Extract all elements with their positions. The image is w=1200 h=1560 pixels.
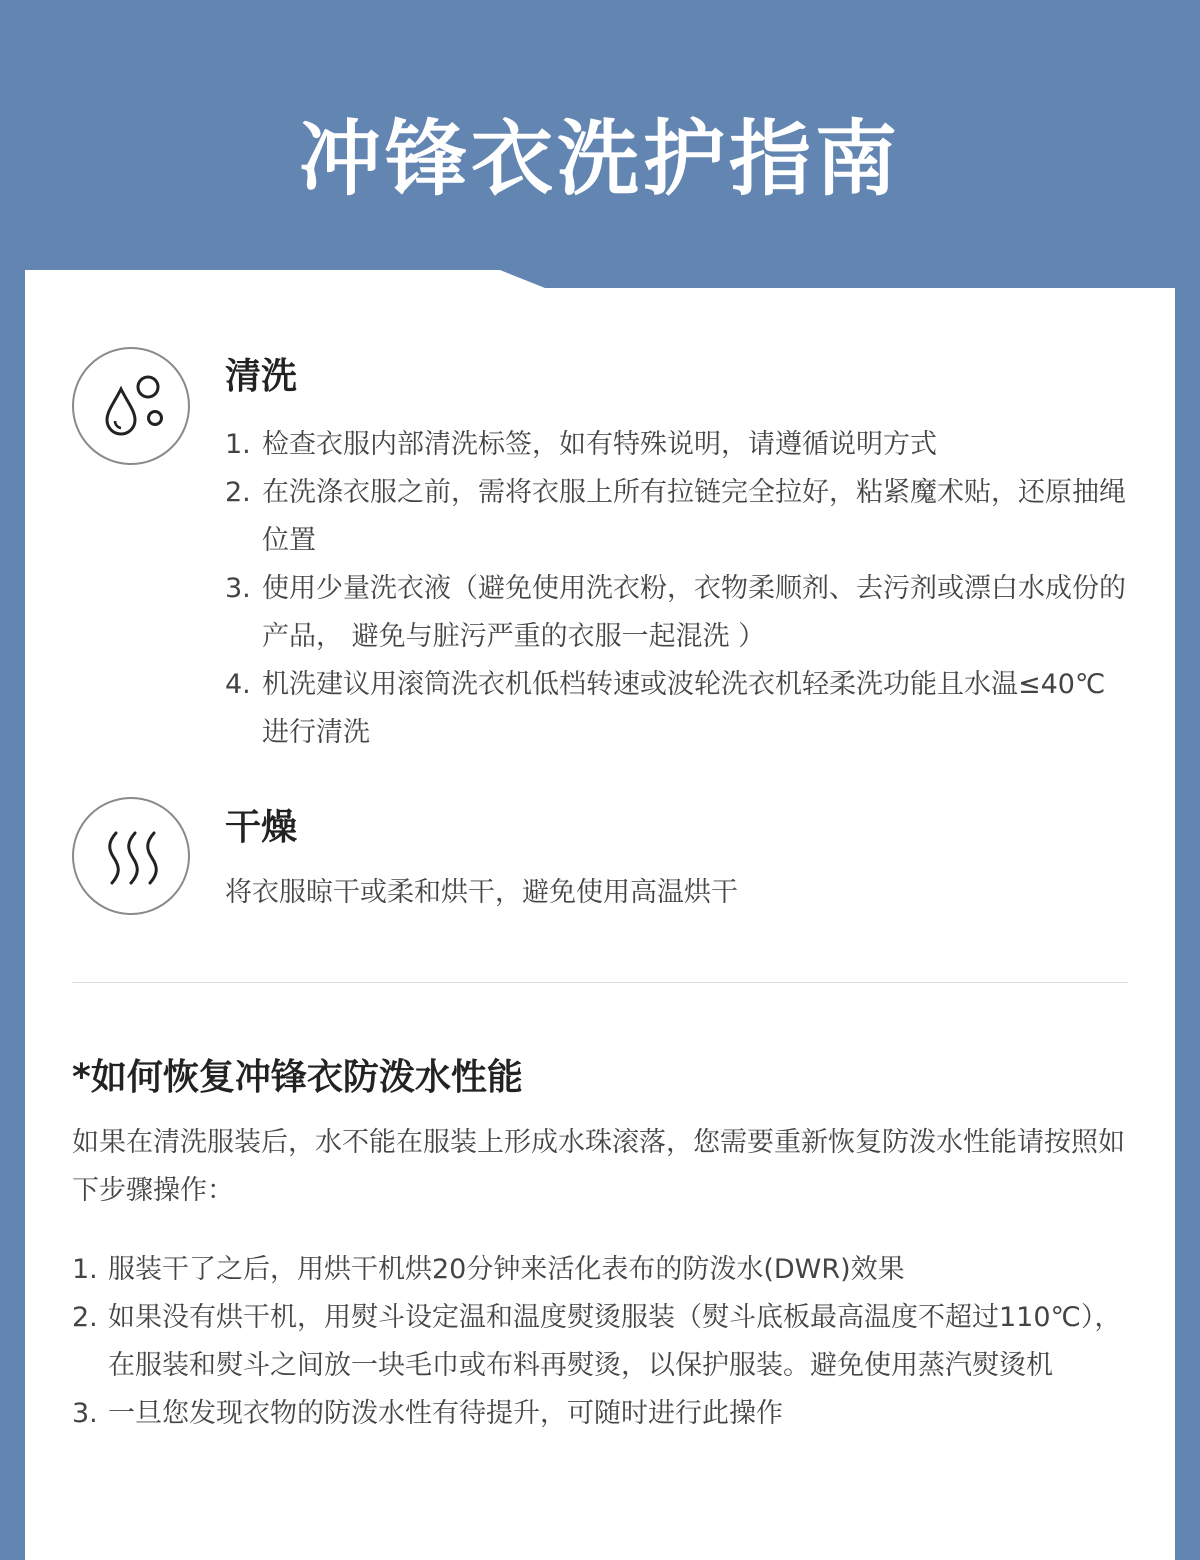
list-item (72, 1390, 1130, 1438)
list-number: 2. (225, 477, 251, 508)
divider (72, 982, 1128, 983)
list-text: 使用少量洗衣液（避免使用洗衣粉，衣物柔顺剂、去污剂或漂白水成份的产品， 避免与脏污严重的衣服一起混洗 ） (262, 573, 1126, 652)
list-text: 检查衣服内部清洗标签，如有特殊说明，请遵循说明方式 (262, 429, 937, 460)
dry-text: 将衣服晾干或柔和烘干，避免使用高温烘干 (225, 877, 738, 908)
wash-list (225, 421, 1130, 757)
list-item (225, 469, 1130, 565)
dry-heading: 干燥 (225, 807, 298, 848)
list-text: 一旦您发现衣物的防泼水性有待提升，可随时进行此操作 (108, 1398, 783, 1429)
dwr-list (72, 1246, 1130, 1438)
list-item (225, 661, 1130, 757)
list-item (72, 1246, 1130, 1294)
wash-icon-circle (72, 347, 190, 465)
dry-icon-circle (72, 797, 190, 915)
list-item (225, 565, 1130, 661)
list-text: 在洗涤衣服之前，需将衣服上所有拉链完全拉好，粘紧魔术贴，还原抽绳位置 (262, 477, 1126, 556)
list-number: 3. (72, 1398, 98, 1429)
page-title: 冲锋衣洗护指南 (298, 112, 901, 207)
list-number: 4. (225, 669, 251, 700)
list-number: 2. (72, 1302, 98, 1333)
list-item (72, 1294, 1130, 1390)
list-item (225, 421, 1130, 469)
water-drops-icon (74, 349, 192, 467)
list-number: 3. (225, 573, 251, 604)
list-text: 服装干了之后，用烘干机烘20分钟来活化表布的防泼水(DWR)效果 (108, 1254, 905, 1285)
dwr-heading: *如何恢复冲锋衣防泼水性能 (72, 1057, 523, 1098)
list-number: 1. (72, 1254, 98, 1285)
list-number: 1. (225, 429, 251, 460)
heat-waves-icon (74, 799, 192, 917)
list-text: 如果没有烘干机，用熨斗设定温和温度熨烫服装（熨斗底板最高温度不超过110℃），在服装和熨斗之间放一块毛巾或布料再熨烫，以保护服装。避免使用蒸汽熨烫机 (108, 1302, 1122, 1381)
wash-heading: 清洗 (225, 356, 298, 397)
dwr-intro: 如果在清洗服装后，水不能在服装上形成水珠滚落，您需要重新恢复防泼水性能请按照如下步骤操作： (72, 1127, 1125, 1206)
list-text: 机洗建议用滚筒洗衣机低档转速或波轮洗衣机轻柔洗功能且水温≤40℃进行清洗 (262, 669, 1106, 748)
